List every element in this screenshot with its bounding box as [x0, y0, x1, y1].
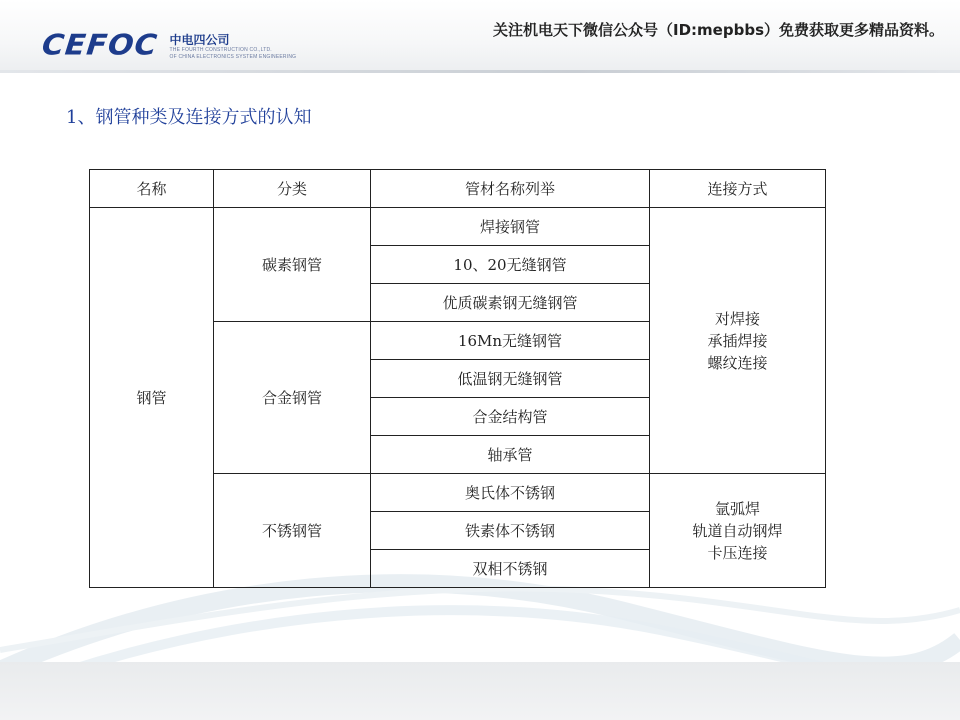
connection-cell: [650, 208, 826, 474]
slide-title: 1、钢管种类及连接方式的认知: [66, 107, 312, 128]
header-pipe-examples: 管材名称列举: [371, 170, 650, 208]
steel-pipe-table: [89, 169, 826, 588]
logo-en-line-1: THE FOURTH CONSTRUCTION CO.,LTD.: [169, 47, 272, 53]
table-row: [90, 208, 826, 246]
slide-header: [0, 0, 960, 72]
connection-method: 轨道自动钢焊: [692, 521, 783, 540]
pipe-item-cell: 10、20无缝钢管: [371, 246, 650, 284]
pipe-item-cell: 奥氏体不锈钢: [371, 474, 650, 512]
connection-method: 对焊接: [714, 309, 760, 328]
pipe-item-cell: 16Mn无缝钢管: [371, 322, 650, 360]
company-logo: [42, 30, 296, 62]
category-cell: 合金钢管: [214, 322, 371, 474]
pipe-item-cell: 双相不锈钢: [371, 550, 650, 588]
pipe-name-cell: 钢管: [90, 208, 214, 588]
header-notice: 关注机电天下微信公众号（ID:mepbbs）免费获取更多精品资料。: [493, 21, 944, 39]
pipe-item-cell: 铁素体不锈钢: [371, 512, 650, 550]
logo-text: [170, 33, 297, 61]
connection-method: 卡压连接: [707, 543, 768, 562]
connection-method: 氩弧焊: [714, 499, 760, 518]
footer-band: [0, 662, 960, 720]
pipe-item-cell: 轴承管: [371, 436, 650, 474]
pipe-item-cell: 焊接钢管: [371, 208, 650, 246]
connection-method: 承插焊接: [707, 331, 768, 350]
header-name: 名称: [90, 170, 214, 208]
logo-cn-name: 中电四公司: [169, 33, 230, 47]
header-divider: [0, 70, 960, 73]
header-connection: 连接方式: [650, 170, 826, 208]
header-category: 分类: [214, 170, 371, 208]
logo-mark: CEFOC: [40, 28, 160, 63]
category-cell: 碳素钢管: [214, 208, 371, 322]
logo-en-line-2: OF CHINA ELECTRONICS SYSTEM ENGINEERING: [169, 54, 297, 60]
pipe-item-cell: 优质碳素钢无缝钢管: [371, 284, 650, 322]
table-header-row: [90, 170, 826, 208]
connection-method: 螺纹连接: [707, 353, 768, 372]
connection-cell: [650, 474, 826, 588]
category-cell: 不锈钢管: [214, 474, 371, 588]
pipe-item-cell: 低温钢无缝钢管: [371, 360, 650, 398]
pipe-item-cell: 合金结构管: [371, 398, 650, 436]
